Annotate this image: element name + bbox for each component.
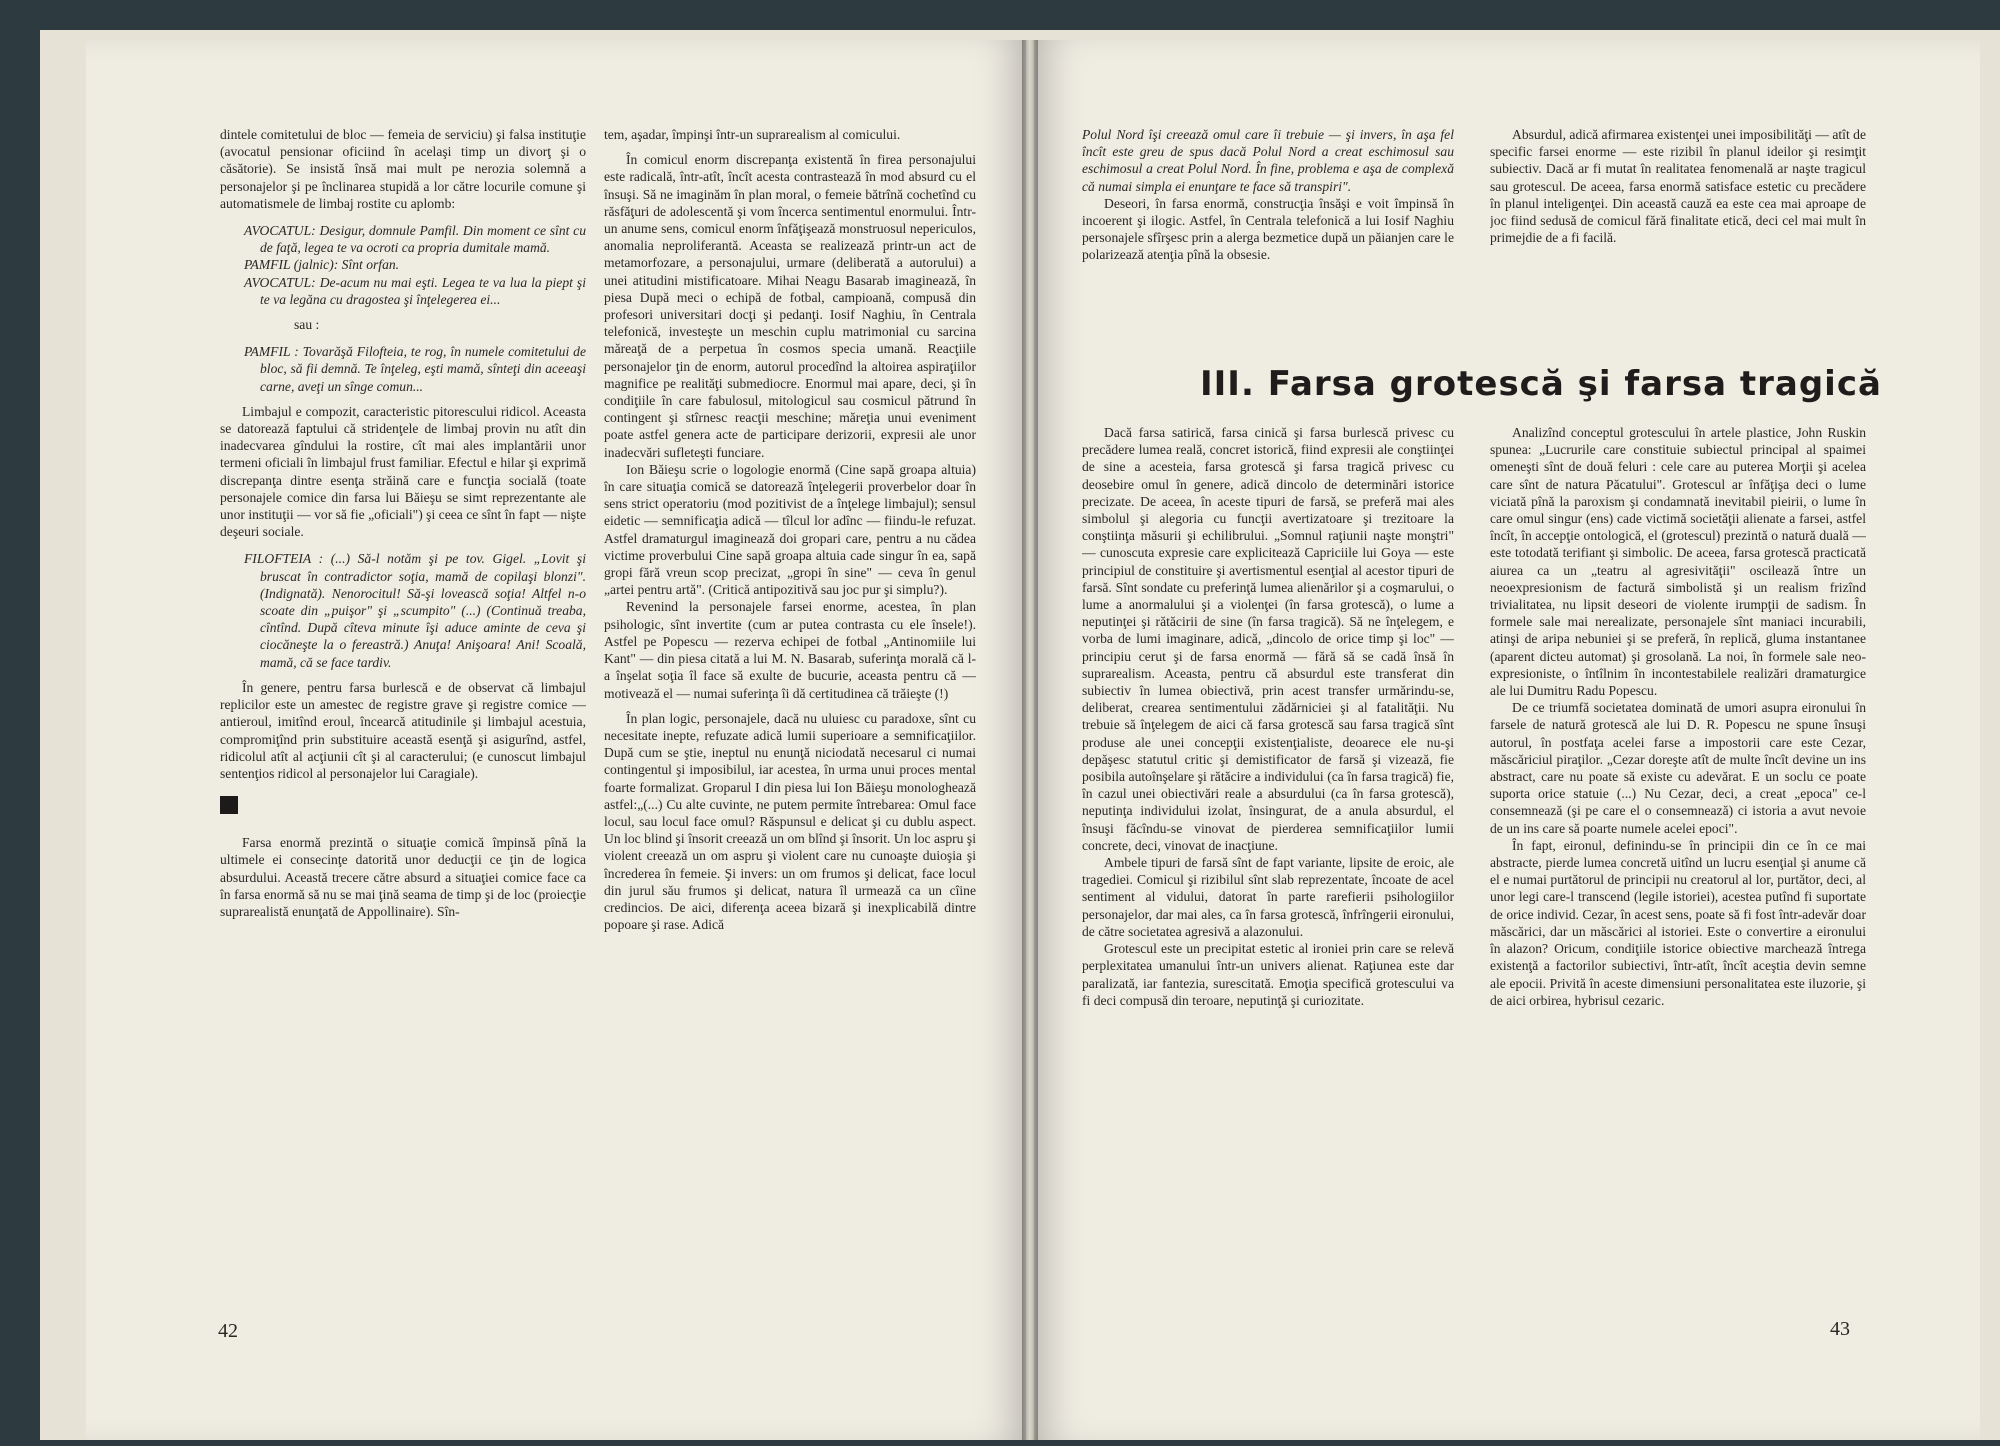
- paragraph: Farsa enormă prezintă o situaţie comică împinsă pînă la ultimele ei consecinţe datorită unor deducţii ce ţin de logica absurdului. Această trecere către absurd a situaţiei comice face ca în farsa enormă să nu se mai ţină seama de timp şi de loc (proiecţie suprarealistă enunţată de Appollinaire). Sîn-: [220, 835, 586, 919]
- paragraph: Ion Băieşu scrie o logologie enormă (Cine sapă groapa altuia) în care situaţia comică se datorează înţelegerii proverbelor doar în sens strict operatoriu (mod pozitivist de a înţelege limbajul); sensul eidetic — semnificaţia adică — tîlcul lor adînc — fiindu-le refuzat. Astfel dramaturgul imaginează doi gropari care, pentru a nu cădea victime proverbului Cine sapă groapa altuia cade singur în ea, sapă gropi fără vreun scop precizat, „gropi în sine" — ceva în genul „artei pentru artă". (Critică antipozitivă sau joc pur şi simplu?).: [604, 461, 976, 598]
- paragraph: dintele comitetului de bloc — femeia de serviciu) şi falsa instituţie (avocatul pensionar oficiind în acelaşi timp un divorţ şi o căsătorie). Se insistă însă mai mult pe nerozia solemnă a personajelor şi pe înclinarea stupidă a lor către locurile comune şi automatismele de limbaj rostite cu aplomb:: [220, 127, 586, 211]
- section-heading: III. Farsa grotescă şi farsa tragică: [1200, 364, 1882, 404]
- dialog-excerpt: [244, 222, 586, 308]
- paragraph: De ce triumfă societatea dominată de umori asupra eironului în farsele de natură grotescă ale lui D. R. Popescu ne spune însuşi autorul, în postfaţa acelei farse a impostorii care este Cezar, măscăriciul piraţilor. „Cezar doreşte atît de multe încît devine un ins abstract, care nu poate să existe cu adevărat. E un soclu ce poate suporta orice statuie (...) Nu Cezar, deci, a creat „epoca" ce-l consemnează (şi pe care el o consemnează) ci istoria a avut nevoie de un ins care să poarte numele acelei epoci".: [1490, 700, 1866, 836]
- paragraph: Revenind la personajele farsei enorme, acestea, în plan psihologic, sînt invertite (cum ar putea contrasta cu ele însele!). Astfel pe Popescu — rezerva echipei de fotbal „Antinomiile lui Kant" — din piesa citată a lui M. N. Basarab, suferinţa morală că l-a înşelat soţia îl face să exulte de bucurie, aceasta pentru că — motivează el — numai suferinţa îi dă certitudinea că trăieşte (!): [604, 599, 976, 701]
- right-top-column-1: [1082, 126, 1454, 336]
- book-gutter: [1022, 40, 1038, 1440]
- paragraph: Deseori, în farsa enormă, construcţia însăşi e voit împinsă în incoerent şi ilogic. Astfel, în Centrala telefonică a lui Iosif Naghiu personajele sfîrşesc prin a alerga bezmetice după un păianjen care le polarizează atenţia pînă la obsesie.: [1082, 195, 1454, 263]
- right-column-2: [1490, 424, 1866, 1300]
- page-number-right: 43: [1830, 1318, 1850, 1340]
- section-marker-square: [220, 796, 238, 814]
- right-column-1: [1082, 424, 1454, 1300]
- paragraph: Limbajul e compozit, caracteristic pitorescului ridicol. Aceasta se datorează faptului că stridenţele de limbaj provin nu atît din inadecvarea gîndului la rostire, cît mai ales implantării unor termeni oficiali în limbajul frust familiar. Efectul e hilar şi exprimă discrepanţa dintre esenţa străină care e funcţia socială (toate personajele comice din farsa lui Băieşu se simt reprezentante ale unor instituţii — vor să fie „oficiali") şi ceea ce sînt în fapt — nişte deşeuri sociale.: [220, 403, 586, 540]
- left-column-1: [220, 126, 586, 1296]
- paragraph: Ambele tipuri de farsă sînt de fapt variante, lipsite de eroic, ale tragediei. Comicul şi rizibilul sînt slab reprezentate, încoate de acel sentiment al vidului, datorat în parte rarefierii psihologiilor personajelor, dar mai ales, ca în farsa grotescă, înfrîngerii eironului, de către societatea agresivă a alazonului.: [1082, 855, 1454, 939]
- page-number-left: 42: [218, 1320, 238, 1342]
- dialog-line: AVOCATUL: De-acum nu mai eşti. Legea te va lua la piept şi te va legăna cu dragostea şi înţelegerea ei...: [244, 274, 586, 307]
- paragraph: tem, aşadar, împinşi într-un suprarealism al comicului.: [604, 127, 901, 142]
- paragraph: Polul Nord îşi creează omul care îi trebuie — şi invers, în aşa fel încît este greu de spus dacă Polul Nord a creat eschimosul sau eschimosul a creat Polul Nord. În fine, problema e aşa de complexă că numai simpla ei enunţare te face să transpiri".: [1082, 127, 1454, 194]
- paragraph: În genere, pentru farsa burlescă e de observat că limbajul replicilor este un amestec de registre grave şi registre comice — antieroul, imitînd eroul, încearcă atitudinile şi limbajul acestuia, compromiţînd prin substituire această esenţă şi asigurînd, astfel, ridicolul atît al acţiunii cît şi al caracterului; (e cunoscut limbajul sentenţios ridicol al personajelor lui Caragiale).: [220, 679, 586, 781]
- dialog-line: AVOCATUL: Desigur, domnule Pamfil. Din moment ce sînt cu de faţă, legea te va ocroti ca propria dumitale mamă.: [244, 223, 586, 256]
- dialog-line: FILOFTEIA : (...) Să-l notăm şi pe tov. Gigel. „Lovit şi bruscat în contradictor soţia, mamă de copilaşi blonzi". (Indignată). Nenorocitul! Să-şi lovească soţia! Altfel n-o scoate din „puişor" şi „scumpito" (...) (Continuă treaba, cîntînd. După cîteva minute îşi aduce aminte de ceva şi ciocăneşte la o fereastră.) Anuţa! Anişoara! Ani! Scoală, mamă, că se face tardiv.: [244, 551, 586, 670]
- right-top-column-2: [1490, 126, 1866, 336]
- paragraph: Analizînd conceptul grotescului în artele plastice, John Ruskin spunea: „Lucrurile care constituie subiectul principal al spaimei omeneşti sînt de două feluri : cele care au puterea Morţii şi acelea care sînt de natura Păcatului". Grotescul ar înfăţişa deci o lume viciată pînă la paroxism şi condamnată inevitabil pieirii, o lume în care omul singur (ens) cade victimă societăţii alienate a farsei, astfel încît, în accepţie ontologică, el (grotescul) prezintă o natură duală — este totodată terifiant şi simbolic. De aceea, farsa grotescă practicată aiurea ca un „teatru al agresivităţii" oscilează între un neoexpresionism de factură simbolistă şi un realism frizînd trivialitatea, nu lipsit deseori de violente irumpţii de sadism. În formele sale mai nerealizate, personajele sînt maniaci incurabili, atinşi de aripa nebuniei şi se preferă, în replică, gluma instantanee (aparent dicteu automat) şi grosolană. La noi, în formele sale neo-expresioniste, o întîlnim în incontestabilele realizări dramaturgice ale lui Dumitru Radu Popescu.: [1490, 425, 1866, 699]
- paragraph: Absurdul, adică afirmarea existenţei unei imposibilităţi — atît de specific farsei enorme — este rizibil în planul ideilor şi resimţit subiectiv. Dacă ar fi mutat în realitatea fenomenală ar naşte tragicul sau grotescul. De aceea, farsa enormă satisface estetic cu precădere în planul inteligenţei. Din această cauză ea este cea mai aproape de joc fiind sedusă de comicul fără finalitate etică, deci cel mai mult în primejdie de a fi facilă.: [1490, 127, 1866, 246]
- paragraph: Grotescul este un precipitat estetic al ironiei prin care se relevă perplexitatea umanului într-un univers alienat. Raţiunea este dar paralizată, iar fantezia, surescitată. Emoţia specifică grotescului va fi deci compusă din teroare, neputinţă şi curiozitate.: [1082, 941, 1454, 1008]
- dialog-excerpt: [244, 343, 586, 395]
- paragraph: Dacă farsa satirică, farsa cinică şi farsa burlescă privesc cu precădere lumea reală, concret istorică, fiind expresii ale conştiinţei de sine a acesteia, farsa grotescă şi farsa tragică privesc cu deosebire omul în genere, adică dincolo de determinări istorice precizate. De aceea, în aceste tipuri de farsă, se preferă mai ales simbolul şi alegoria cu funcţii avertizatoare şi trezitoare la conştiinţa măsurii şi echilibrului. „Somnul raţiunii naşte monştri" — cunoscuta expresie care explicitează Capriciile lui Goya — este principiul de constituire şi avertismentul esenţial al acestor tipuri de farsă. Sînt sondate cu preferinţă lumea alienărilor şi a coşmarului, o lume a anormalului şi a violenţei (în farsa grotescă), o lume a neputinţei şi rătăcirii de sine (în farsa tragică). Să ne înţelegem, e vorba de lumi imaginare, adică, „dincolo de orice timp şi loc" — principiu cerut şi de farsa enormă — fără să se cadă însă în suprarealism. Aceasta, pentru că absurdul este transferat din subiectiv în lumea obiectivă, prin acest transfer urmărindu-se, deliberat, crearea sentimentului zădărniciei şi al fatalităţii. Nu trebuie să înţelegem de aici că farsa grotescă sau farsa tragică sînt produse ale unei concepţii existenţialiste, deoarece ele nu-şi depăşesc statutul critic şi demistificator de farsă şi vizează, fie posibila autoînşelare şi rătăcire a individului (ca în farsa tragică) fie, în cazul unei obiectivări reale a absurdului (ca în farsa grotescă), neputinţa individului izolat, însingurat, de a anula absurdul, el însuşi făcîndu-se vinovat de pierderea semnificaţiilor lumii concrete, deci, vinovat de inacţiune.: [1082, 425, 1454, 853]
- paragraph: În fapt, eironul, definindu-se în principii din ce în ce mai abstracte, pierde lumea concretă uitînd un lucru esenţial şi anume că el e numai purtătorul de principii nu creatorul al lor, purtător, deci, al unor legi care-l transcend (legile istoriei), acestea putînd fi suportate de orice individ. Cezar, în acest sens, poate să fi fost într-adevăr doar măscărici, dar un măscărici al istoriei. Este o convertire a eironului în alazon? Oricum, condiţiile istorice obiective marchează întrega existenţă a factorilor subiectivi, într-atît, încît aceştia devin semne ale epocii. Privită în aceste dimensiuni personalitatea este iluzorie, şi de aici orbirea, hybrisul cezaric.: [1490, 837, 1866, 1008]
- sau-text: sau :: [294, 317, 320, 333]
- left-column-2: [604, 126, 976, 1296]
- dialog-line: PAMFIL : Tovarăşă Filofteia, te rog, în numele comitetului de bloc, să fii demnă. Te înţeleg, eşti mamă, sînteţi din aceeaşi carne, aveţi un sînge comun...: [244, 344, 586, 394]
- dialog-line: PAMFIL (jalnic): Sînt orfan.: [244, 257, 400, 273]
- dialog-excerpt: [244, 550, 586, 670]
- paragraph: În comicul enorm discrepanţa existentă în firea personajului este radicală, într-atît, încît acesta contrastează în mod absurd cu el însuşi. Să ne imaginăm în plan moral, o femeie bătrînă cochetînd cu răsfăţuri de adolescentă şi vom încerca sentimentul enormului. Într-un anume sens, comicul enorm înfăţişează monstruosul nepericulos, anomalia neproliferantă. Aceasta se realizează printr-un act de metamorfozare, a personajului, urmare (deliberată a autorului) a unei atitudini mistificatoare. Mihai Neagu Basarab imaginează, în piesa După meci o echipă de fotbal, campioană, compusă din profesori universitari docţi şi pedanţi. Iosif Naghiu, în Centrala telefonică, investeşte un meschin cuplu matrimonial cu sarcina măreaţă de a perpetua în cosmos specia umană. Reacţiile personajelor ţin de enorm, autorul procedînd la altoirea aspiraţiilor magnifice pe realităţi submediocre. Enormul mai apare, deci, şi în condiţiile în care fabulosul, mitologicul sau cosmicul pătrund în contingent şi stîrnesc reacţii meschine; măreţia unui eveniment poate astfel genera acte de participare derizorii, expresii ale unor inadecvări sufleteşti funciare.: [604, 152, 976, 460]
- paragraph: În plan logic, personajele, dacă nu uluiesc cu paradoxe, sînt cu necesitate inepte, refuzate adică lumii superioare a semnificaţiilor. După cum se ştie, ineptul nu enunţă niciodată necesarul ci numai contingentul şi imposibilul, iar acestea, în urma unui proces mental foarte formalizat. Groparul I din piesa lui Ion Băieşu monologhează astfel:„(...) Cu alte cuvinte, ne putem permite întrebarea: Omul face locul, sau locul face omul? Răspunsul e delicat şi cu dublu aspect. Un loc blind şi însorit creează un om blînd şi însorit. Un loc aspru şi violent creează un om aspru şi violent care nu cunoaşte duioşia şi încrederea în femeie. Şi invers: un om frumos şi delicat, face locul din jurul său frumos şi delicat, natura îl urmează ca un cîine credincios. De aici, diferenţa aceea bizară şi inexplicabilă dintre popoare şi rase. Adică: [604, 710, 976, 933]
